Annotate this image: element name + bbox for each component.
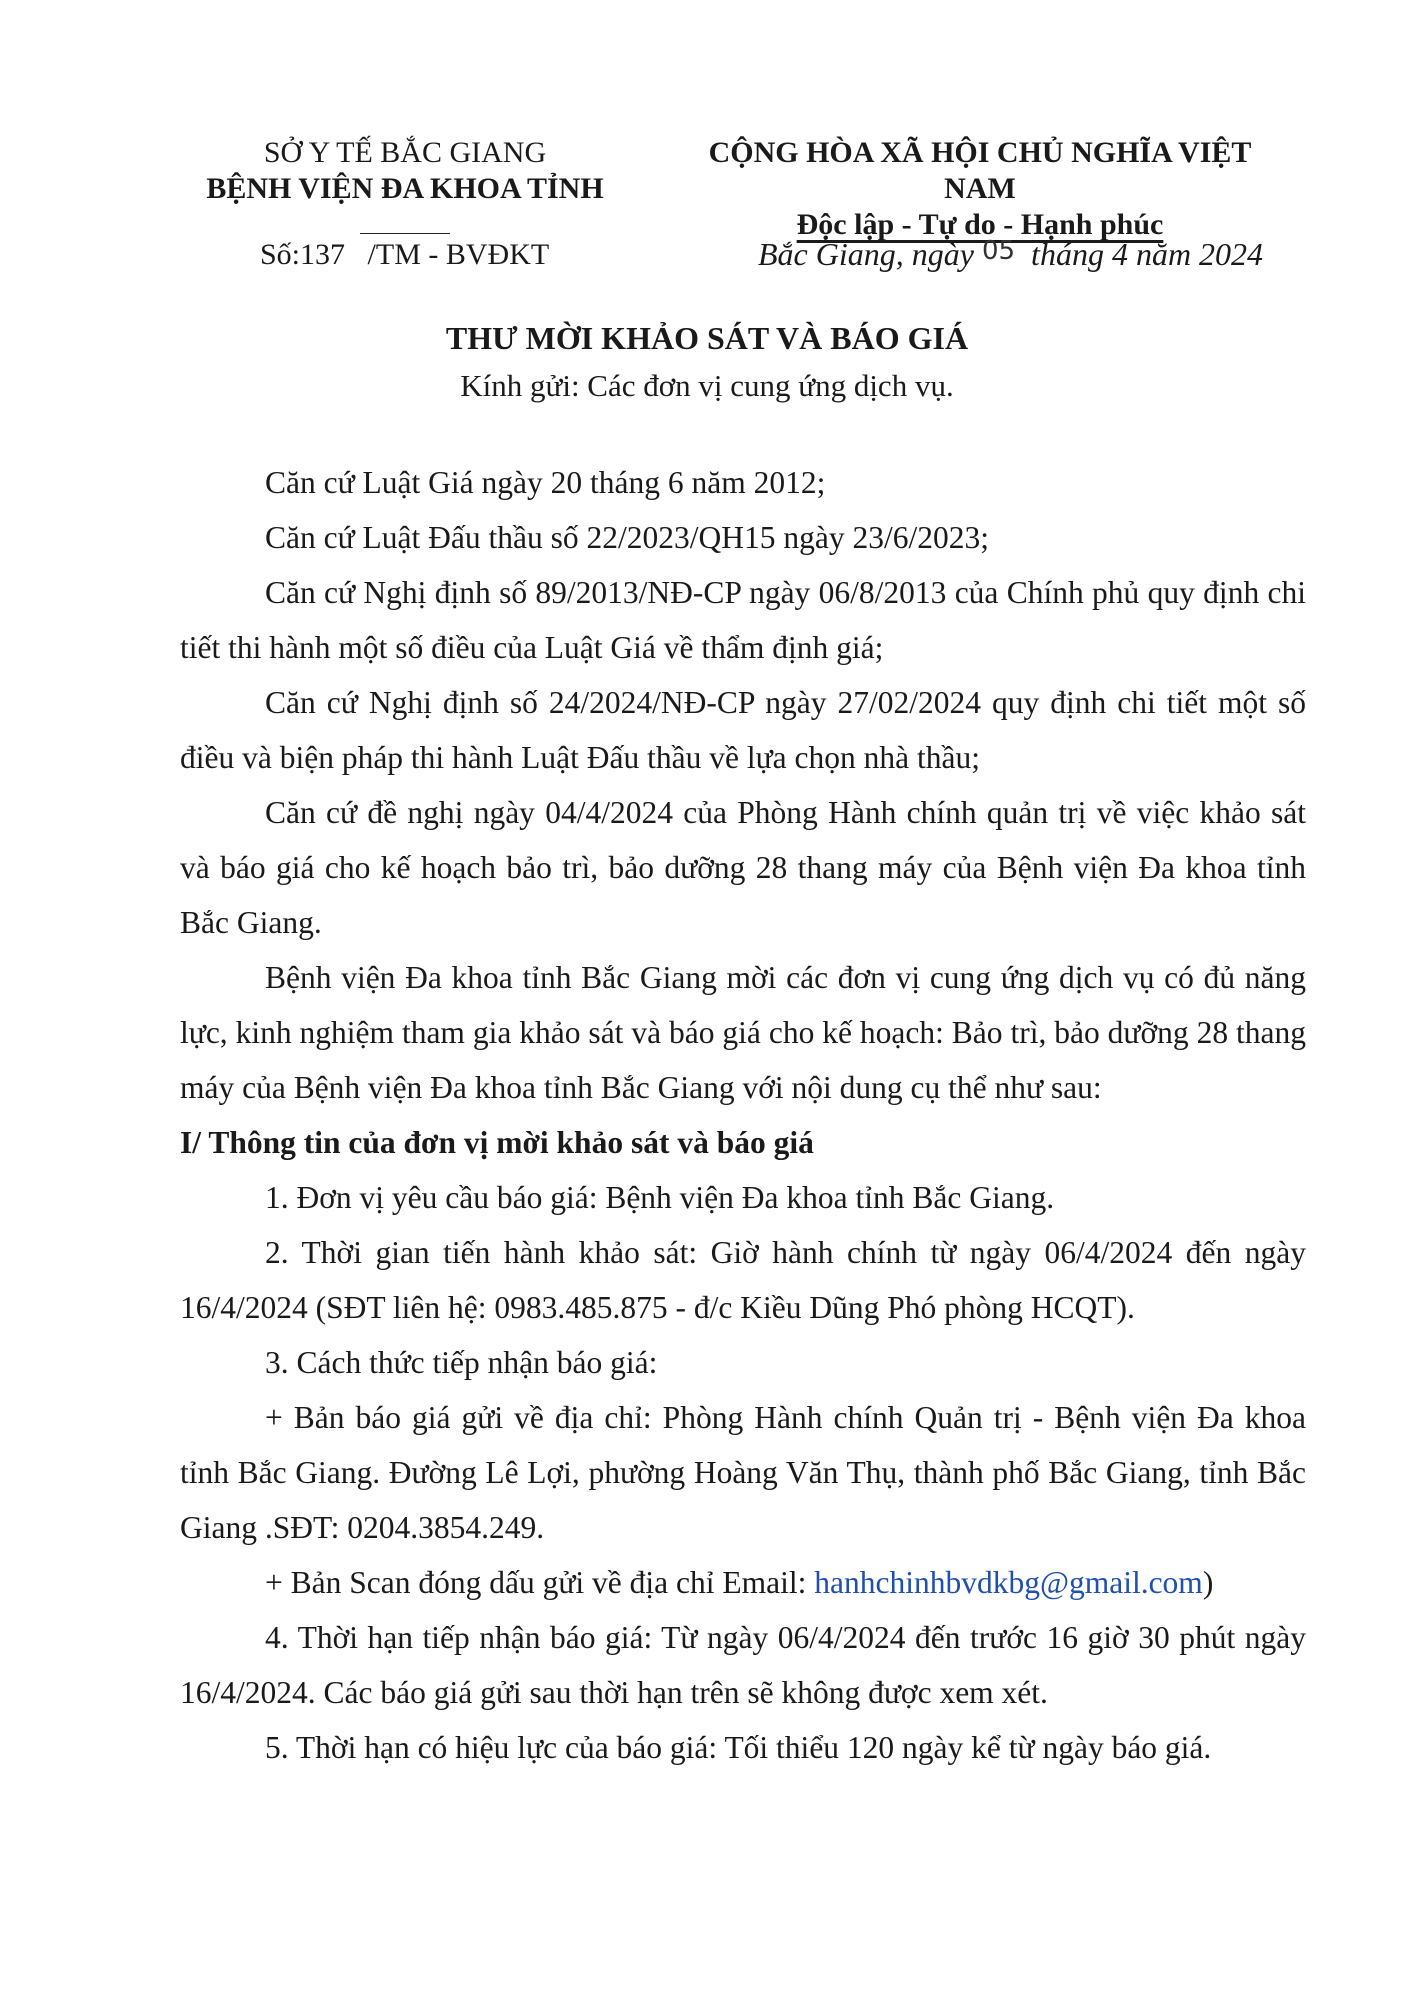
item-3a: + Bản báo giá gửi về địa chỉ: Phòng Hành chính Quản trị - Bệnh viện Đa khoa tỉnh Bắc Giang. Đường Lê Lợi, phường Hoàng Văn Thụ, thành phố Bắc Giang, tỉnh Bắc Giang .SĐT: 0204.3854.249. (180, 1400, 1306, 1545)
legal-basis-3: Căn cứ Nghị định số 89/2013/NĐ-CP ngày 06/8/2013 của Chính phủ quy định chi tiết thi hành một số điều của Luật Giá về thẩm định giá; (180, 575, 1306, 665)
date-part-1: Bắc Giang, ngày (758, 236, 974, 272)
item-3b (180, 1555, 1306, 1610)
item-4: 4. Thời hạn tiếp nhận báo giá: Từ ngày 06/4/2024 đến trước 16 giờ 30 phút ngày 16/4/2024. Các báo giá gửi sau thời hạn trên sẽ không được xem xét. (180, 1620, 1306, 1710)
document-title: THƯ MỜI KHẢO SÁT VÀ BÁO GIÁ (445, 320, 969, 356)
org-line-1: SỞ Y TẾ BẮC GIANG (263, 136, 547, 169)
item-1: 1. Đơn vị yêu cầu báo giá: Bệnh viện Đa khoa tỉnh Bắc Giang. (265, 1180, 1055, 1215)
item-3: 3. Cách thức tiếp nhận báo giá: (265, 1345, 658, 1380)
greeting: Kính gửi: Các đơn vị cung ứng dịch vụ. (460, 368, 954, 403)
email-link[interactable]: hanhchinhbvdkbg@gmail.com (814, 1565, 1203, 1600)
item-5: 5. Thời hạn có hiệu lực của báo giá: Tối thiểu 120 ngày kể từ ngày báo giá. (265, 1730, 1212, 1765)
section-1-heading: I/ Thông tin của đơn vị mời khảo sát và báo giá (180, 1125, 814, 1160)
ref-suffix: /TM - BVĐKT (367, 238, 550, 271)
ref-prefix: Số: (260, 238, 301, 271)
ref-number: 137 (300, 238, 346, 271)
org-line-2: BỆNH VIỆN ĐA KHOA TỈNH (206, 172, 604, 205)
legal-basis-4: Căn cứ Nghị định số 24/2024/NĐ-CP ngày 27/02/2024 quy định chi tiết một số điều và biện pháp thi hành Luật Đấu thầu về lựa chọn nhà thầu; (180, 685, 1306, 775)
item-2: 2. Thời gian tiến hành khảo sát: Giờ hành chính từ ngày 06/4/2024 đến ngày 16/4/2024 (SĐT liên hệ: 0983.485.875 - đ/c Kiều Dũng Phó phòng HCQT). (180, 1235, 1306, 1325)
issuing-organization (190, 135, 620, 243)
nation-line-1: CỘNG HÒA XÃ HỘI CHỦ NGHĨA VIỆT NAM (708, 136, 1252, 205)
legal-basis-5: Căn cứ đề nghị ngày 04/4/2024 của Phòng Hành chính quản trị về việc khảo sát và báo giá cho kế hoạch bảo trì, bảo dưỡng 28 thang máy của Bệnh viện Đa khoa tỉnh Bắc Giang. (180, 795, 1306, 940)
nation-motto: Độc lập - Tự do - Hạnh phúc (796, 208, 1164, 241)
legal-basis-2: Căn cứ Luật Đấu thầu số 22/2023/QH15 ngày 23/6/2023; (265, 520, 989, 555)
document-date (758, 236, 1263, 273)
invitation-paragraph: Bệnh viện Đa khoa tỉnh Bắc Giang mời các đơn vị cung ứng dịch vụ có đủ năng lực, kinh nghiệm tham gia khảo sát và báo giá cho kế hoạch: Bảo trì, bảo dưỡng 28 thang máy của Bệnh viện Đa khoa tỉnh Bắc Giang với nội dung cụ thể như sau: (180, 960, 1306, 1105)
item-3b-suffix: ) (1202, 1565, 1214, 1600)
legal-basis-1: Căn cứ Luật Giá ngày 20 tháng 6 năm 2012; (265, 465, 826, 500)
date-part-2: tháng 4 năm 2024 (1031, 236, 1264, 272)
date-day: 05 (981, 236, 1016, 266)
national-header (670, 135, 1290, 243)
document-number (260, 238, 549, 272)
item-3b-prefix: + Bản Scan đóng dấu gửi về địa chỉ Email: (265, 1565, 815, 1600)
document-body (180, 455, 1306, 1775)
